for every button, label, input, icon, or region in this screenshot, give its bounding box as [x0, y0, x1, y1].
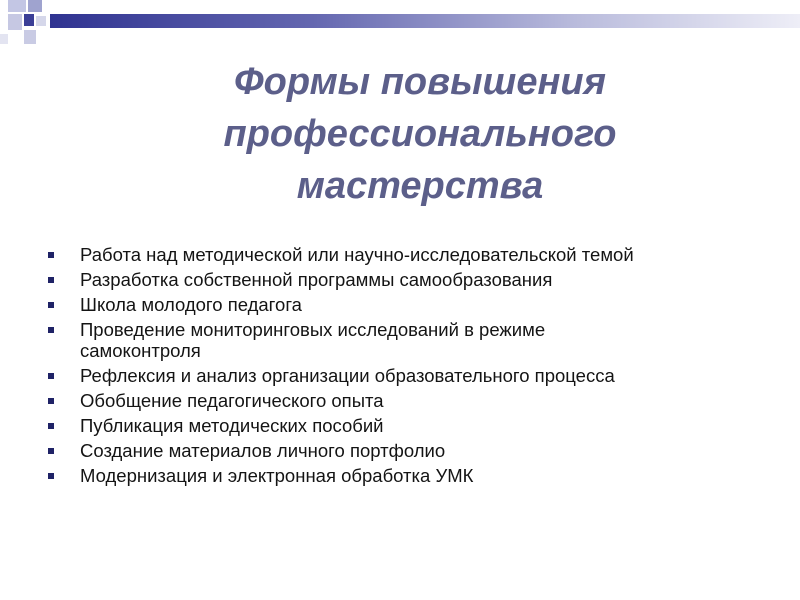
list-item-text: Обобщение педагогического опыта — [80, 390, 384, 411]
slide-title-line: профессионального — [223, 113, 617, 155]
list-item — [48, 269, 778, 290]
list-item — [48, 390, 778, 411]
list-item — [48, 415, 778, 436]
square-bullet-icon — [48, 327, 54, 333]
decorative-square — [8, 0, 26, 12]
list-item — [48, 365, 778, 386]
list-item-text: Рефлексия и анализ организации образовательного процесса — [80, 365, 615, 386]
decorative-square — [36, 16, 46, 26]
square-bullet-icon — [48, 423, 54, 429]
square-bullet-icon — [48, 373, 54, 379]
decorative-square — [24, 30, 36, 44]
square-bullet-icon — [48, 252, 54, 258]
list-item — [48, 319, 778, 361]
square-bullet-icon — [48, 302, 54, 308]
bullet-list — [48, 244, 778, 490]
decorative-square — [28, 0, 42, 12]
list-item — [48, 294, 778, 315]
list-item-text: Разработка собственной программы самообразования — [80, 269, 553, 290]
list-item — [48, 244, 778, 265]
list-item-text: Модернизация и электронная обработка УМК — [80, 465, 474, 486]
square-bullet-icon — [48, 448, 54, 454]
list-item — [48, 440, 778, 461]
square-bullet-icon — [48, 398, 54, 404]
slide-title — [100, 56, 740, 212]
slide-title-line: Формы повышения — [233, 61, 606, 103]
square-bullet-icon — [48, 473, 54, 479]
list-item — [48, 465, 778, 486]
list-item-text: Школа молодого педагога — [80, 294, 302, 315]
decorative-square — [0, 34, 8, 44]
decorative-square — [24, 14, 34, 26]
decorative-square — [8, 14, 22, 30]
square-bullet-icon — [48, 277, 54, 283]
list-item-text: Создание материалов личного портфолио — [80, 440, 446, 461]
list-item-text: Проведение мониторинговых исследований в режиме самоконтроля — [80, 319, 546, 361]
slide-title-line: мастерства — [296, 165, 544, 207]
list-item-text: Работа над методической или научно-исследовательской темой — [80, 244, 634, 265]
header-gradient-bar — [50, 14, 800, 28]
list-item-text: Публикация методических пособий — [80, 415, 384, 436]
